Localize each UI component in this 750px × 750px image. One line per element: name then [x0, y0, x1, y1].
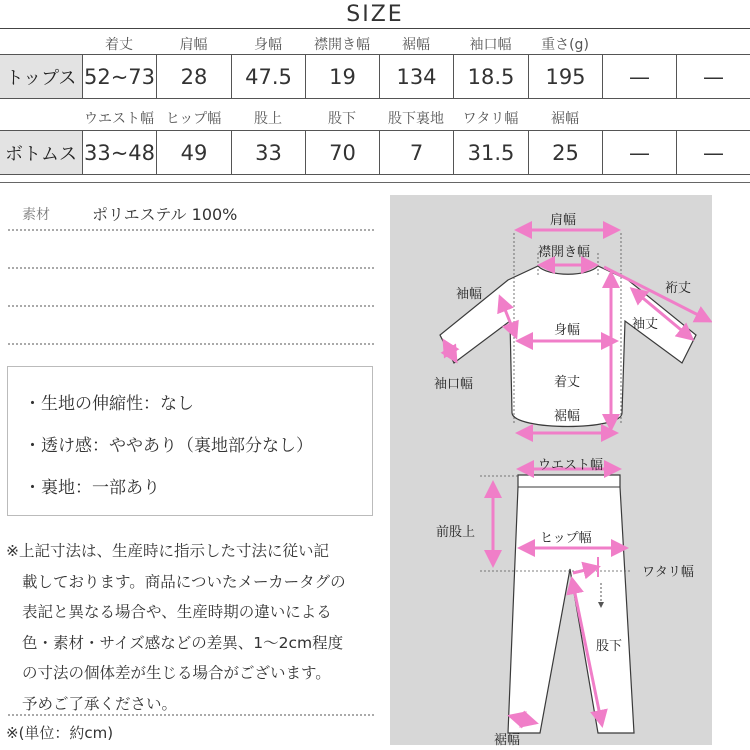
measurement-note — [6, 536, 376, 719]
label-waist: ウエスト幅 — [538, 458, 604, 473]
material-value: ポリエステル 100% — [92, 205, 238, 224]
size-title: SIZE — [346, 2, 404, 27]
tops-header: 裾幅 — [402, 37, 430, 53]
label-length: 着丈 — [554, 375, 581, 390]
tops-header: 身幅 — [254, 37, 282, 53]
bottoms-header: 股上 — [254, 111, 282, 127]
note-line: の寸法の個体差が生じる場合がございます。 — [22, 664, 331, 682]
bottoms-value: — — [676, 131, 750, 174]
tops-value: 47.5 — [231, 55, 305, 98]
label-body-width: 身幅 — [554, 323, 581, 338]
bottoms-row — [0, 130, 750, 175]
tops-header: 着丈 — [105, 37, 133, 53]
dotted-rule — [8, 343, 374, 345]
label-collar: 襟開き幅 — [538, 245, 591, 260]
dotted-rule — [8, 714, 374, 716]
label-pants-hem: 裾幅 — [494, 733, 521, 748]
note-line: 色・素材・サイズ感などの差異、1〜2cm程度 — [22, 633, 344, 652]
bottoms-header: ヒップ幅 — [165, 111, 222, 127]
label-thigh: ワタリ幅 — [642, 565, 694, 580]
tops-value: 28 — [156, 55, 231, 98]
size-diagram — [390, 195, 712, 748]
dotted-rule — [8, 229, 374, 231]
lining-property: ・裏地：一部あり — [24, 478, 160, 498]
bottoms-value: 31.5 — [453, 131, 528, 174]
bottoms-value: 33 — [231, 131, 305, 174]
label-hem: 裾幅 — [554, 409, 581, 424]
bottoms-value: 33~48 — [82, 131, 156, 174]
tops-value: — — [676, 55, 750, 98]
bottoms-header: 裾幅 — [551, 111, 579, 127]
tops-row — [0, 54, 750, 99]
tops-header: 襟開き幅 — [314, 37, 370, 53]
tops-label: トップス — [0, 55, 82, 98]
dotted-rule — [8, 267, 374, 269]
fabric-properties-box — [7, 366, 373, 516]
note-line: ※上記寸法は、生産時に指示した寸法に従い記 — [6, 542, 329, 560]
label-shoulder: 肩幅 — [550, 213, 577, 228]
tops-value: 52~73 — [82, 55, 156, 98]
note-line: 予めご了承ください。 — [22, 694, 178, 713]
unit-note: ※(単位：約cm) — [6, 724, 114, 742]
sheerness-property: ・透け感：ややあり（裏地部分なし） — [24, 436, 313, 456]
label-cuff: 袖口幅 — [434, 377, 474, 392]
bottoms-header: ウエスト幅 — [84, 111, 154, 127]
label-sleeve-length: 裄丈 — [665, 281, 692, 296]
bottoms-value: 25 — [528, 131, 602, 174]
title-divider — [0, 28, 750, 29]
tops-value: 134 — [379, 55, 453, 98]
bottoms-value: 70 — [305, 131, 379, 174]
bottoms-header: ワタリ幅 — [462, 111, 519, 127]
pants-outline — [508, 475, 634, 733]
tops-header: 袖口幅 — [469, 37, 512, 53]
bottoms-value: — — [602, 131, 676, 174]
tops-value: — — [602, 55, 676, 98]
bottoms-header: 股下裏地 — [388, 111, 444, 127]
bottoms-label: ボトムス — [0, 131, 82, 174]
tops-value: 19 — [305, 55, 379, 98]
label-inseam: 股下 — [596, 639, 623, 654]
dotted-rule — [8, 305, 374, 307]
tops-value: 195 — [528, 55, 602, 98]
tops-header: 肩幅 — [179, 37, 208, 53]
bottoms-value: 49 — [156, 131, 231, 174]
tops-value: 18.5 — [453, 55, 528, 98]
label-hip: ヒップ幅 — [540, 531, 592, 546]
note-line: 表記と異なる場合や、生産時期の違いによる — [22, 603, 332, 621]
material-label: 素材 — [22, 207, 50, 223]
stretch-property: ・生地の伸縮性：なし — [24, 394, 194, 414]
label-rise: 前股上 — [436, 525, 476, 540]
bottoms-value: 7 — [379, 131, 453, 174]
bottoms-header: 股下 — [328, 111, 356, 127]
section-divider — [0, 182, 750, 183]
tops-header: 重さ(g) — [541, 37, 589, 53]
label-sleeve-width: 袖幅 — [456, 287, 483, 302]
label-sleeve: 袖丈 — [632, 317, 659, 332]
note-line: 載しております。商品についたメーカータグの — [22, 572, 346, 591]
